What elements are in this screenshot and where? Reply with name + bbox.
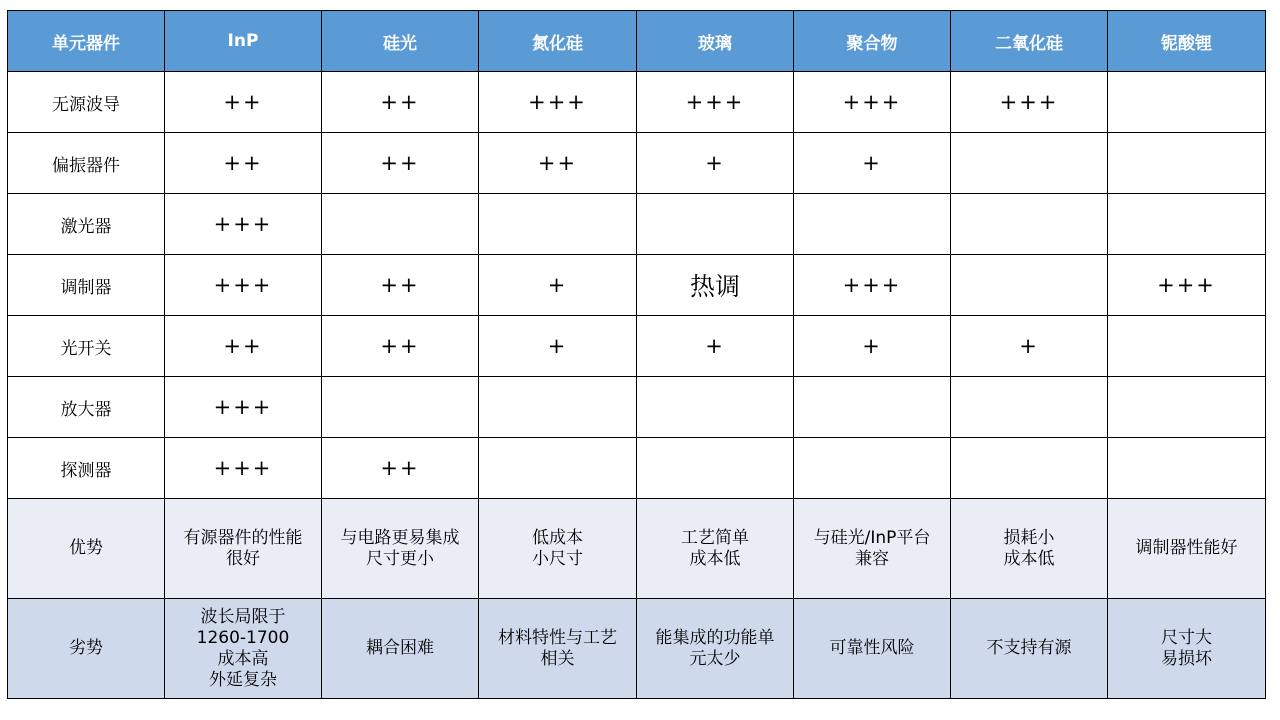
row-label-disadvantages: 劣势 bbox=[8, 599, 165, 699]
table-row bbox=[8, 72, 1266, 133]
advantage-cell: 有源器件的性能 很好 bbox=[165, 499, 322, 599]
table-row bbox=[8, 194, 1266, 255]
advantages-row bbox=[8, 499, 1266, 599]
table-cell bbox=[794, 194, 951, 255]
header-row bbox=[8, 11, 1266, 72]
table-cell bbox=[322, 377, 479, 438]
table-cell bbox=[794, 438, 951, 499]
table-cell: +++ bbox=[165, 438, 322, 499]
table-row bbox=[8, 438, 1266, 499]
header-polymer: 聚合物 bbox=[794, 11, 951, 72]
table-row bbox=[8, 133, 1266, 194]
table-cell: + bbox=[479, 255, 637, 316]
advantage-cell: 与硅光/InP平台 兼容 bbox=[794, 499, 951, 599]
table-cell: ++ bbox=[322, 316, 479, 377]
table-cell bbox=[1108, 194, 1266, 255]
row-label: 光开关 bbox=[8, 316, 165, 377]
header-inp: InP bbox=[165, 11, 322, 72]
row-label-advantages: 优势 bbox=[8, 499, 165, 599]
disadvantage-cell: 能集成的功能单 元太少 bbox=[637, 599, 794, 699]
table-cell bbox=[951, 438, 1108, 499]
disadvantages-row bbox=[8, 599, 1266, 699]
table-cell: ++ bbox=[165, 316, 322, 377]
table-cell: + bbox=[637, 316, 794, 377]
comparison-table bbox=[7, 10, 1266, 699]
header-silicon-photonics: 硅光 bbox=[322, 11, 479, 72]
header-lithium-niobate: 铌酸锂 bbox=[1108, 11, 1266, 72]
disadvantage-cell: 耦合困难 bbox=[322, 599, 479, 699]
table-cell: ++ bbox=[322, 72, 479, 133]
table-cell bbox=[951, 194, 1108, 255]
table-cell bbox=[794, 377, 951, 438]
header-silica: 二氧化硅 bbox=[951, 11, 1108, 72]
header-silicon-nitride: 氮化硅 bbox=[479, 11, 637, 72]
table-cell bbox=[637, 377, 794, 438]
table-cell: + bbox=[951, 316, 1108, 377]
advantage-cell: 低成本 小尺寸 bbox=[479, 499, 637, 599]
table-cell bbox=[479, 377, 637, 438]
table-cell: +++ bbox=[1108, 255, 1266, 316]
header-component: 单元器件 bbox=[8, 11, 165, 72]
table-cell bbox=[479, 438, 637, 499]
table-cell: + bbox=[794, 316, 951, 377]
row-label: 放大器 bbox=[8, 377, 165, 438]
row-label: 探测器 bbox=[8, 438, 165, 499]
disadvantage-cell: 可靠性风险 bbox=[794, 599, 951, 699]
table-cell: +++ bbox=[951, 72, 1108, 133]
row-label: 调制器 bbox=[8, 255, 165, 316]
table-cell bbox=[637, 194, 794, 255]
table-cell bbox=[1108, 133, 1266, 194]
table-cell bbox=[951, 255, 1108, 316]
table-cell bbox=[1108, 316, 1266, 377]
advantage-cell: 损耗小 成本低 bbox=[951, 499, 1108, 599]
table-cell: +++ bbox=[794, 255, 951, 316]
table-cell: +++ bbox=[794, 72, 951, 133]
table-row bbox=[8, 255, 1266, 316]
table-cell: + bbox=[479, 316, 637, 377]
table-cell: ++ bbox=[165, 72, 322, 133]
table-cell: ++ bbox=[322, 255, 479, 316]
advantage-cell: 与电路更易集成 尺寸更小 bbox=[322, 499, 479, 599]
table-cell bbox=[951, 133, 1108, 194]
disadvantage-cell: 材料特性与工艺 相关 bbox=[479, 599, 637, 699]
table-cell: + bbox=[794, 133, 951, 194]
row-label: 偏振器件 bbox=[8, 133, 165, 194]
table-cell bbox=[1108, 377, 1266, 438]
table-cell bbox=[1108, 72, 1266, 133]
advantage-cell: 工艺简单 成本低 bbox=[637, 499, 794, 599]
table-cell: ++ bbox=[165, 133, 322, 194]
disadvantage-cell: 不支持有源 bbox=[951, 599, 1108, 699]
table-cell: +++ bbox=[637, 72, 794, 133]
table-row bbox=[8, 377, 1266, 438]
table-cell: +++ bbox=[479, 72, 637, 133]
table-cell: +++ bbox=[165, 255, 322, 316]
table-cell bbox=[951, 377, 1108, 438]
row-label: 激光器 bbox=[8, 194, 165, 255]
table-cell bbox=[637, 438, 794, 499]
table-cell: ++ bbox=[322, 438, 479, 499]
disadvantage-cell: 尺寸大 易损坏 bbox=[1108, 599, 1266, 699]
row-label: 无源波导 bbox=[8, 72, 165, 133]
table-cell: +++ bbox=[165, 194, 322, 255]
table-cell bbox=[1108, 438, 1266, 499]
disadvantage-cell: 波长局限于 1260-1700 成本高 外延复杂 bbox=[165, 599, 322, 699]
table-cell bbox=[479, 194, 637, 255]
table-cell bbox=[322, 194, 479, 255]
table-row bbox=[8, 316, 1266, 377]
table-cell: + bbox=[637, 133, 794, 194]
header-glass: 玻璃 bbox=[637, 11, 794, 72]
table-cell: +++ bbox=[165, 377, 322, 438]
table-cell: 热调 bbox=[637, 255, 794, 316]
table-cell: ++ bbox=[479, 133, 637, 194]
advantage-cell: 调制器性能好 bbox=[1108, 499, 1266, 599]
table-cell: ++ bbox=[322, 133, 479, 194]
